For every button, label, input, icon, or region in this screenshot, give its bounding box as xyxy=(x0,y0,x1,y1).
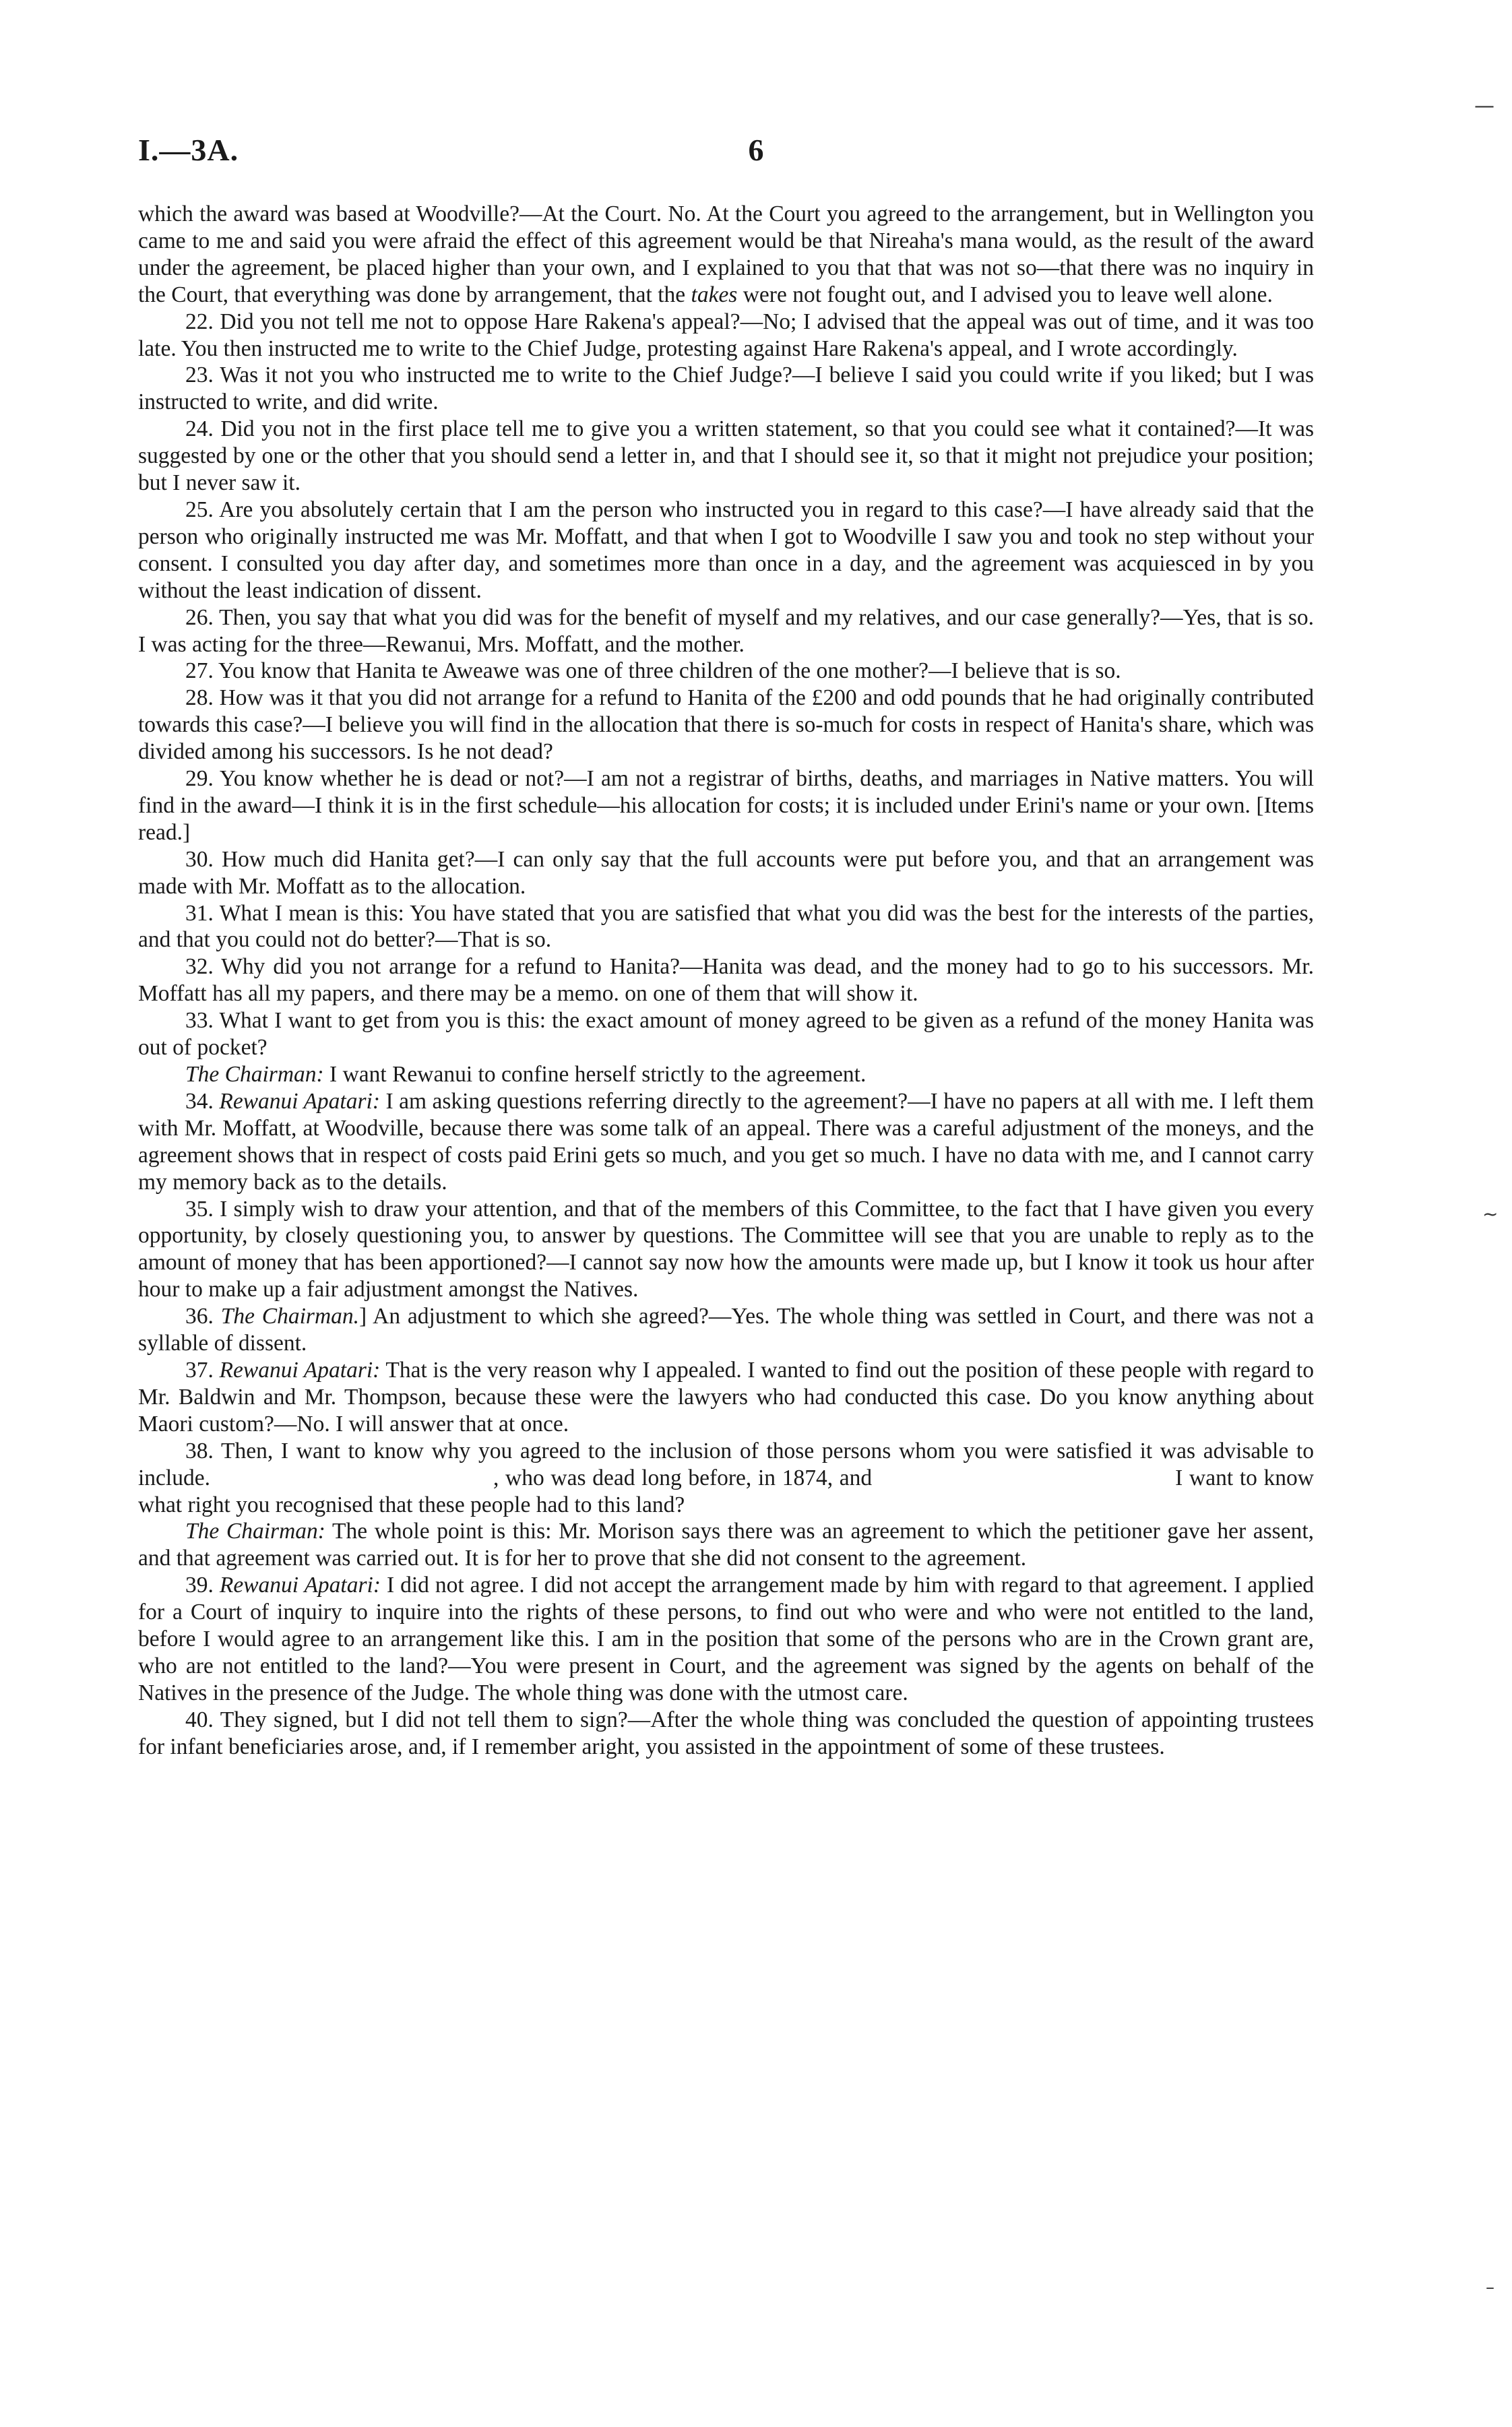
question-33: 33. What I want to get from you is this: the exact amount of money agreed to be given as a refund of the money Hanita was out of pocket? xyxy=(138,1008,1314,1061)
scan-mark-icon: ~ xyxy=(1482,1203,1499,1225)
page-number: 6 xyxy=(748,133,764,167)
question-38: 38. Then, I want to know why you agreed to the inclusion of those persons whom you were satisfied it was advisable to include. , who was dead long before, in 1874, and I want to know what right you recognised that these people had to this land? xyxy=(138,1438,1315,1517)
question-29: 29. You know whether he is dead or not?—I am not a registrar of births, deaths, and marriages in Native matters. You will find in the award—I think it is in the first schedule—his allocation for costs; it is included under Erini's name or your own. [Items read.] xyxy=(138,766,1314,845)
question-31: 31. What I mean is this: You have stated that you are satisfied that what you did was the best for the interests of the parties, and that you could not do better?—That is so. xyxy=(138,900,1314,953)
chairman-remark: The Chairman: The whole point is this: Mr. Morison says there was an agreement to which the petitioner gave her assent, and that agreement was carried out. It is for her to prove that she did not consent to the agreement. xyxy=(138,1519,1315,1571)
question-35: 35. I simply wish to draw your attention, and that of the members of this Committee, to the fact that I have given you every opportunity, by closely questioning you, to answer by questions. The Committee will see that you are unable to reply as to the amount of money that has been apportioned?—I cannot say now how the amounts were made up, but I know it took us hour after hour to make up a fair adjustment amongst the Natives. xyxy=(138,1196,1314,1302)
transcript-body xyxy=(138,201,1314,1761)
question-26: 26. Then, you say that what you did was for the benefit of myself and my relatives, and our case generally?—Yes, that is so. I was acting for the three—Rewanui, Mrs. Moffatt, and the mother. xyxy=(138,604,1314,657)
question-39: 39. Rewanui Apatari: I did not agree. I did not accept the arrangement made by him with regard to that agreement. I applied for a Court of inquiry to inquire into the rights of these persons, to find out who were and who were not entitled to the land, before I would agree to an arrangement like this. I am in the position that some of the persons who are in the Crown grant are, who are not entitled to the land?—You were present in Court, and the agreement was signed by the agents on behalf of the Natives in the presence of the Judge. The whole thing was done with the utmost care. xyxy=(138,1573,1315,1705)
question-37: 37. Rewanui Apatari: That is the very reason why I appealed. I wanted to find out the position of these people with regard to Mr. Baldwin and Mr. Thompson, because these were the lawyers who had conducted this case. Do you know anything about Maori custom?—No. I will answer that at once. xyxy=(138,1357,1314,1437)
question-27: 27. You know that Hanita te Aweawe was one of three children of the one mother?—I believe that is so. xyxy=(185,658,1121,684)
scan-mark-icon: – xyxy=(1486,2277,1494,2298)
page-header xyxy=(138,132,1374,172)
question-22: 22. Did you not tell me not to oppose Hare Rakena's appeal?—No; I advised that the appeal was out of time, and it was too late. You then instructed me to write to the Chief Judge, protesting against Hare Rakena's appeal, and I wrote accordingly. xyxy=(138,309,1314,361)
document-id: I.—3A. xyxy=(138,133,239,167)
question-23: 23. Was it not you who instructed me to write to the Chief Judge?—I believe I said you could write if you liked; but I was instructed to write, and did write. xyxy=(138,363,1314,415)
question-25: 25. Are you absolutely certain that I am the person who instructed you in regard to this case?—I have already said that the person who originally instructed me was Mr. Moffatt, and that when I got to Woodville I saw you and took no step without your consent. I consulted you day after day, and sometimes more than once in a day, and the agreement was acquiesced in by you without the least indication of dissent. xyxy=(138,497,1314,603)
question-24: 24. Did you not in the first place tell me to give you a written statement, so that you could see what it contained?—It was suggested by one or the other that you should send a letter in, and that I should see it, so that it might not prejudice your position; but I never saw it. xyxy=(138,416,1314,496)
question-40: 40. They signed, but I did not tell them to sign?—After the whole thing was concluded the question of appointing trustees for infant beneficiaries arose, and, if I remember aright, you assisted in the appointment of some of these trustees. xyxy=(138,1707,1314,1759)
paragraph-continuation: which the award was based at Woodville?—At the Court. No. At the Court you agreed to the arrangement, but in Wellington you came to me and said you were afraid the effect of this agreement would be that Nireaha's mana would, as the result of the award under the agreement, be placed higher than your own, and I explained to you that that was not so—that there was no inquiry in the Court, that everything was done by arrangement, that the takes were not fought out, and I advised you to leave well alone. xyxy=(138,201,1314,307)
question-30: 30. How much did Hanita get?—I can only say that the full accounts were put before you, and that an arrangement was made with Mr. Moffatt as to the allocation. xyxy=(138,846,1314,899)
question-34: 34. Rewanui Apatari: I am asking questions referring directly to the agreement?—I have no papers at all with me. I left them with Mr. Moffatt, at Woodville, because there was some talk of an appeal. There was a careful adjustment of the moneys, and the agreement shows that in respect of costs paid Erini gets so much, and you get so much. I have no data with me, and I cannot carry my memory back as to the details. xyxy=(138,1088,1315,1195)
scan-mark-icon: — xyxy=(1474,94,1494,118)
question-36: 36. The Chairman.] An adjustment to which she agreed?—Yes. The whole thing was settled in Court, and there was not a syllable of dissent. xyxy=(138,1304,1314,1356)
question-32: 32. Why did you not arrange for a refund to Hanita?—Hanita was dead, and the money had to go to his successors. Mr. Moffatt has all my papers, and there may be a memo. on one of them that will show it. xyxy=(138,954,1314,1007)
chairman-remark: The Chairman: I want Rewanui to confine herself strictly to the agreement. xyxy=(185,1062,867,1087)
question-28: 28. How was it that you did not arrange for a refund to Hanita of the £200 and odd pounds that he had originally contributed towards this case?—I believe you will find in the allocation that there is so-much for costs in respect of Hanita's share, which was divided among his successors. Is he not dead? xyxy=(138,685,1314,765)
